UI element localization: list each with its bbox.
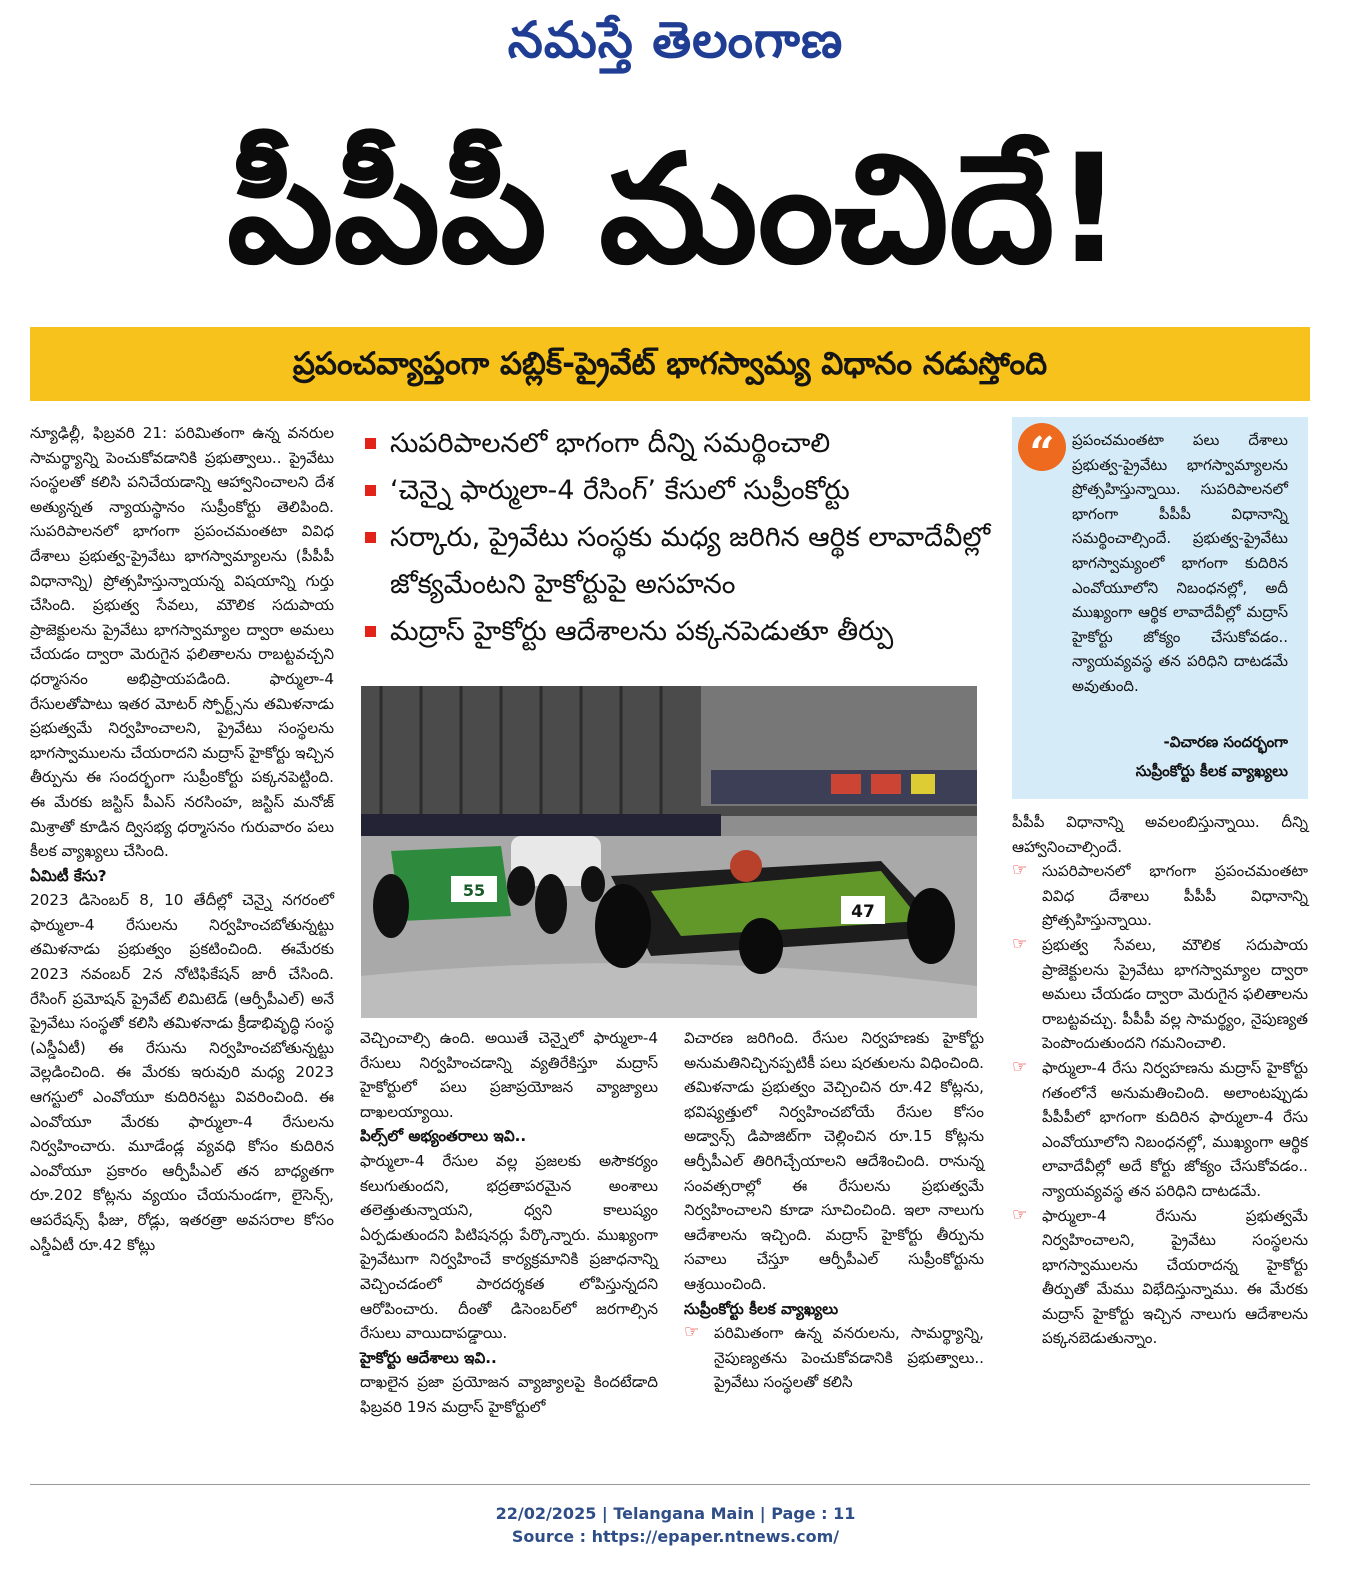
paragraph: ఫార్ములా-4 రేసుల వల్ల ప్రజలకు అసౌకర్యం కలుగుతుందని, భద్రతాపరమైన అంశాలు తలెత్తుతున్నాయని, ధ్వని కాలుష్యం ఏర్పడుతుందని పిటిషనర్లు పేర్కొన్నారు. ముఖ్యంగా ప్రైవేటుగా నిర్వహించే కార్యక్రమానికి ప్రజాధనాన్ని వెచ్చించడంలో పారదర్శకత లోపిస్తున్నదని ఆరోపించారు. దీంతో డిసెంబర్‌లో జరగాల్సిన రేసులు వాయిదాపడ్డాయి. <box>360 1151 658 1343</box>
paragraph: దాఖలైన ప్రజా ప్రయోజన వ్యాజ్యాలపై కిందటేడాది ఫిబ్రవరి 19న మద్రాస్‌ హైకోర్టులో <box>360 1373 658 1416</box>
highlight-bullets <box>360 420 1000 655</box>
highlight-bullet: మద్రాస్‌ హైకోర్టు ఆదేశాలను పక్కనపెడుతూ తీర్పు <box>360 608 1000 655</box>
paragraph: 2023 డిసెంబర్‌ 8, 10 తేదీల్లో చెన్నై నగరంలో ఫార్ములా-4 రేసులను నిర్వహించబోతున్నట్టు తమిళనాడు ప్రభుత్వం ప్రకటించింది. ఈమేరకు 2023 నవంబర్‌ 2న నోటిఫికేషన్‌ జారీ చేసింది. రేసింగ్‌ ప్రమోషన్‌ ప్రైవేట్‌ లిమిటెడ్‌ (ఆర్పీపీఎల్‌) అనే ప్రైవేటు సంస్థతో కలిసి తమిళనాడు క్రీడాభివృద్ధి సంస్థ (ఎస్డీఏటీ) ఈ రేసును నిర్వహించబోతున్నట్టు వెల్లడించింది. ఈ మేరకు ఇరువురి మధ్య 2023 ఆగస్టులో ఎంవోయూ కుదిరినట్టు వివరించింది. ఈ ఎంవోయూ మేరకు ఫార్ములా-4 రేసులను నిర్వహించారు. మూడేండ్ల వ్యవధి కోసం కుదిరిన ఎంవోయూ ప్రకారం ఆర్పీపీఎల్‌ తన బాధ్యతగా రూ.202 కోట్లను వ్యయం చేయనుండగా, లైసెన్స్‌, ఆపరేషన్స్‌ ఫీజు, రోడ్లు, ఇతరత్రా అవసరాల కోసం ఎస్డీఏటీ రూ.42 కోట్లు <box>30 891 334 1254</box>
pointer-item: ☞ ఫార్ములా-4 రేసును ప్రభుత్వమే నిర్వహించాలని, ప్రైవేటు సంస్థలను భాగస్వాములను చేయరాదన్న హైకోర్టు తీర్పుతో మేము విభేదిస్తున్నాము. ఈ మేరకు మద్రాస్‌ హైకోర్టు ఇచ్చిన నాలుగు ఆదేశాలను పక్కనబెడుతున్నాం. <box>1012 1204 1308 1352</box>
section-heading: ఏమిటీ కేసు? <box>30 866 107 885</box>
footer-edition-info: 22/02/2025 | Telangana Main | Page : 11 <box>495 1504 856 1523</box>
main-headline: పీపీపీ మంచిదే! <box>226 123 1124 297</box>
quote-icon: “ <box>1018 423 1066 471</box>
pointer-item: ☞ ప్రభుత్వ సేవలు, మౌలిక సదుపాయ ప్రాజెక్టులను ప్రైవేటు భాగస్వామ్యాల ద్వారా అమలు చేయడం ద్వారా మెరుగైన ఫలితాలను రాబట్టవచ్చు. పీపీపీ వల్ల సామర్థ్యం, నైపుణ్యత పెంపొందుతుందని గమనించాలి. <box>1012 933 1308 1056</box>
footer-divider <box>30 1484 1310 1485</box>
subheadline: ప్రపంచవ్యాప్తంగా పబ్లిక్‌-ప్రైవేట్‌ భాగస్వామ్య విధానం నడుస్తోంది <box>292 346 1048 382</box>
quote-attribution-line: -విచారణ సందర్భంగా <box>1163 733 1288 751</box>
quote-text: ప్రపంచమంతటా పలు దేశాలు ప్రభుత్వ-ప్రైవేటు భాగస్వామ్యాలను ప్రోత్సహిస్తున్నాయి. సుపరిపాలనలో భాగంగా పీపీపీ విధానాన్ని సమర్థించాల్సిందే. ప్రభుత్వ-ప్రైవేటు భాగస్వామ్యంలో భాగంగా కుదిరిన ఎంవోయూలోని నిబంధనల్లో, అదీ ముఖ్యంగా ఆర్థిక లావాదేవీల్లో మద్రాస్‌ హైకోర్టు జోక్యం చేసుకోవడం.. న్యాయవ్యవస్థ తన పరిధిని దాటడమే అవుతుంది. <box>1072 431 1288 695</box>
car-number-55: 55 <box>462 881 486 900</box>
pointer-item: ☞ పరిమితంగా ఉన్న వనరులను, సామర్థ్యాన్ని, నైపుణ్యతను పెంచుకోవడానికి ప్రభుత్వాలు.. ప్రైవేటు సంస్థలతో కలిసి <box>684 1321 984 1395</box>
highlight-bullet: ‘చెన్నై ఫార్ములా-4 రేసింగ్‌’ కేసులో సుప్రీంకోర్టు <box>360 467 1000 514</box>
quote-attribution <box>1060 728 1288 786</box>
article-column-1 <box>30 421 334 1257</box>
paragraph: వెచ్చించాల్సి ఉంది. అయితే చెన్నైలో ఫార్ములా-4 రేసులు నిర్వహించడాన్ని వ్యతిరేకిస్తూ మద్రాస్‌ హైకోర్టులో పలు ప్రజాప్రయోజన వ్యాజ్యాలు దాఖలయ్యాయి. <box>360 1029 658 1121</box>
pointer-item: ☞ ఫార్ములా-4 రేసు నిర్వహణను మద్రాస్‌ హైకోర్టు గతంలోనే అనుమతించింది. అలాంటప్పుడు పీపీపీలో భాగంగా కుదిరిన ఫార్ములా-4 రేసు ఎంవోయూలోని నిబంధనల్లో, ముఖ్యంగా ఆర్థిక లావాదేవీల్లో అదే కోర్టు జోక్యం చేసుకోవడం.. న్యాయవ్యవస్థ తన పరిధిని దాటడమే. <box>1012 1056 1308 1204</box>
highlight-bullet: సుపరిపాలనలో భాగంగా దీన్ని సమర్థించాలి <box>360 420 1000 467</box>
race-photo <box>361 686 977 1018</box>
article-column-3 <box>684 1026 984 1395</box>
paragraph: న్యూఢిల్లీ, ఫిబ్రవరి 21: పరిమితంగా ఉన్న వనరుల సామర్థ్యాన్ని పెంచుకోవడానికి ప్రభుత్వాలు.. ప్రైవేటు సంస్థలతో కలిసి పనిచేయడాన్ని ఆహ్వానించాలని దేశ అత్యున్నత న్యాయస్థానం సుప్రీంకోర్టు తెలిపింది. సుపరిపాలనలో భాగంగా ప్రపంచమంతటా వివిధ దేశాలు ప్రభుత్వ-ప్రైవేటు భాగస్వామ్యాలను (పీపీపీ విధానాన్ని) ప్రోత్సహిస్తున్నాయన్న విషయాన్ని గుర్తు చేసింది. ప్రభుత్వ సేవలు, మౌలిక సదుపాయ ప్రాజెక్టులను ప్రైవేటు భాగస్వామ్యాల ద్వారా అమలు చేయడం ద్వారా మెరుగైన ఫలితాలను రాబట్టవచ్చని ధర్మాసనం అభిప్రాయపడింది. ఫార్ములా-4 రేసులతోపాటు ఇతర మోటర్‌ స్పోర్ట్స్‌ను తమిళనాడు ప్రభుత్వమే నిర్వహించాలని, ప్రైవేటు సంస్థలను భాగస్వాములను చేయరాదని మద్రాస్‌ హైకోర్టు ఇచ్చిన తీర్పును ఈ సందర్భంగా సుప్రీంకోర్టు పక్కనపెట్టింది. ఈ మేరకు జస్టిస్‌ పీఎస్‌ నరసింహ, జస్టిస్‌ మనోజ్‌ మిశ్రాతో కూడిన ద్విసభ్య ధర్మాసనం గురువారం పలు కీలక వ్యాఖ్యలు చేసింది. <box>30 424 334 861</box>
highlight-bullet: సర్కారు, ప్రైవేటు సంస్థకు మధ్య జరిగిన ఆర్థిక లావాదేవీల్లో జోక్యమేంటని హైకోర్టుపై అసహనం <box>360 514 1000 608</box>
formula-race-image <box>361 686 977 1018</box>
car-number-47: 47 <box>851 902 875 922</box>
footer-source-link[interactable]: Source : https://epaper.ntnews.com/ <box>511 1527 840 1546</box>
paragraph: విచారణ జరిగింది. రేసుల నిర్వహణకు హైకోర్టు అనుమతినిచ్చినప్పటికీ పలు షరతులను విధించింది. తమిళనాడు ప్రభుత్వం వెచ్చించిన రూ.42 కోట్లను, భవిష్యత్తులో నిర్వహించబోయే రేసుల కోసం అడ్వాన్స్‌ డిపాజిట్‌గా చెల్లించిన రూ.15 కోట్లను ఆర్పీపీఎల్‌ తిరిగిచ్చేయాలని ఆదేశించింది. రానున్న సంవత్సరాల్లో ఈ రేసులను ప్రభుత్వమే నిర్వహించాలని కూడా సూచించింది. ఇలా నాలుగు ఆదేశాలను ఇచ్చింది. మద్రాస్‌ హైకోర్టు తీర్పును సవాలు చేస్తూ ఆర్పీపీఎల్‌ సుప్రీంకోర్టును ఆశ్రయించింది. <box>684 1029 985 1293</box>
newspaper-masthead: నమస్తే తెలంగాణ <box>507 10 844 69</box>
section-heading: సుప్రీంకోర్టు కీలక వ్యాఖ్యలు <box>684 1299 839 1318</box>
section-heading: పిల్స్‌లో అభ్యంతరాలు ఇవి.. <box>360 1127 527 1146</box>
paragraph: పీపీపీ విధానాన్ని అవలంబిస్తున్నాయి. దీన్ని ఆహ్వానించాల్సిందే. <box>1012 813 1308 856</box>
section-heading: హైకోర్టు ఆదేశాలు ఇవి.. <box>360 1348 497 1367</box>
quote-attribution-line: సుప్రీంకోర్టు కీలక వ్యాఖ్యలు <box>1135 762 1288 780</box>
pointer-item: ☞ సుపరిపాలనలో భాగంగా ప్రపంచమంతటా వివిధ దేశాలు పీపీపీ విధానాన్ని ప్రోత్సహిస్తున్నాయి. <box>1012 859 1308 933</box>
article-column-2 <box>360 1026 658 1420</box>
article-column-4 <box>1012 810 1308 1351</box>
